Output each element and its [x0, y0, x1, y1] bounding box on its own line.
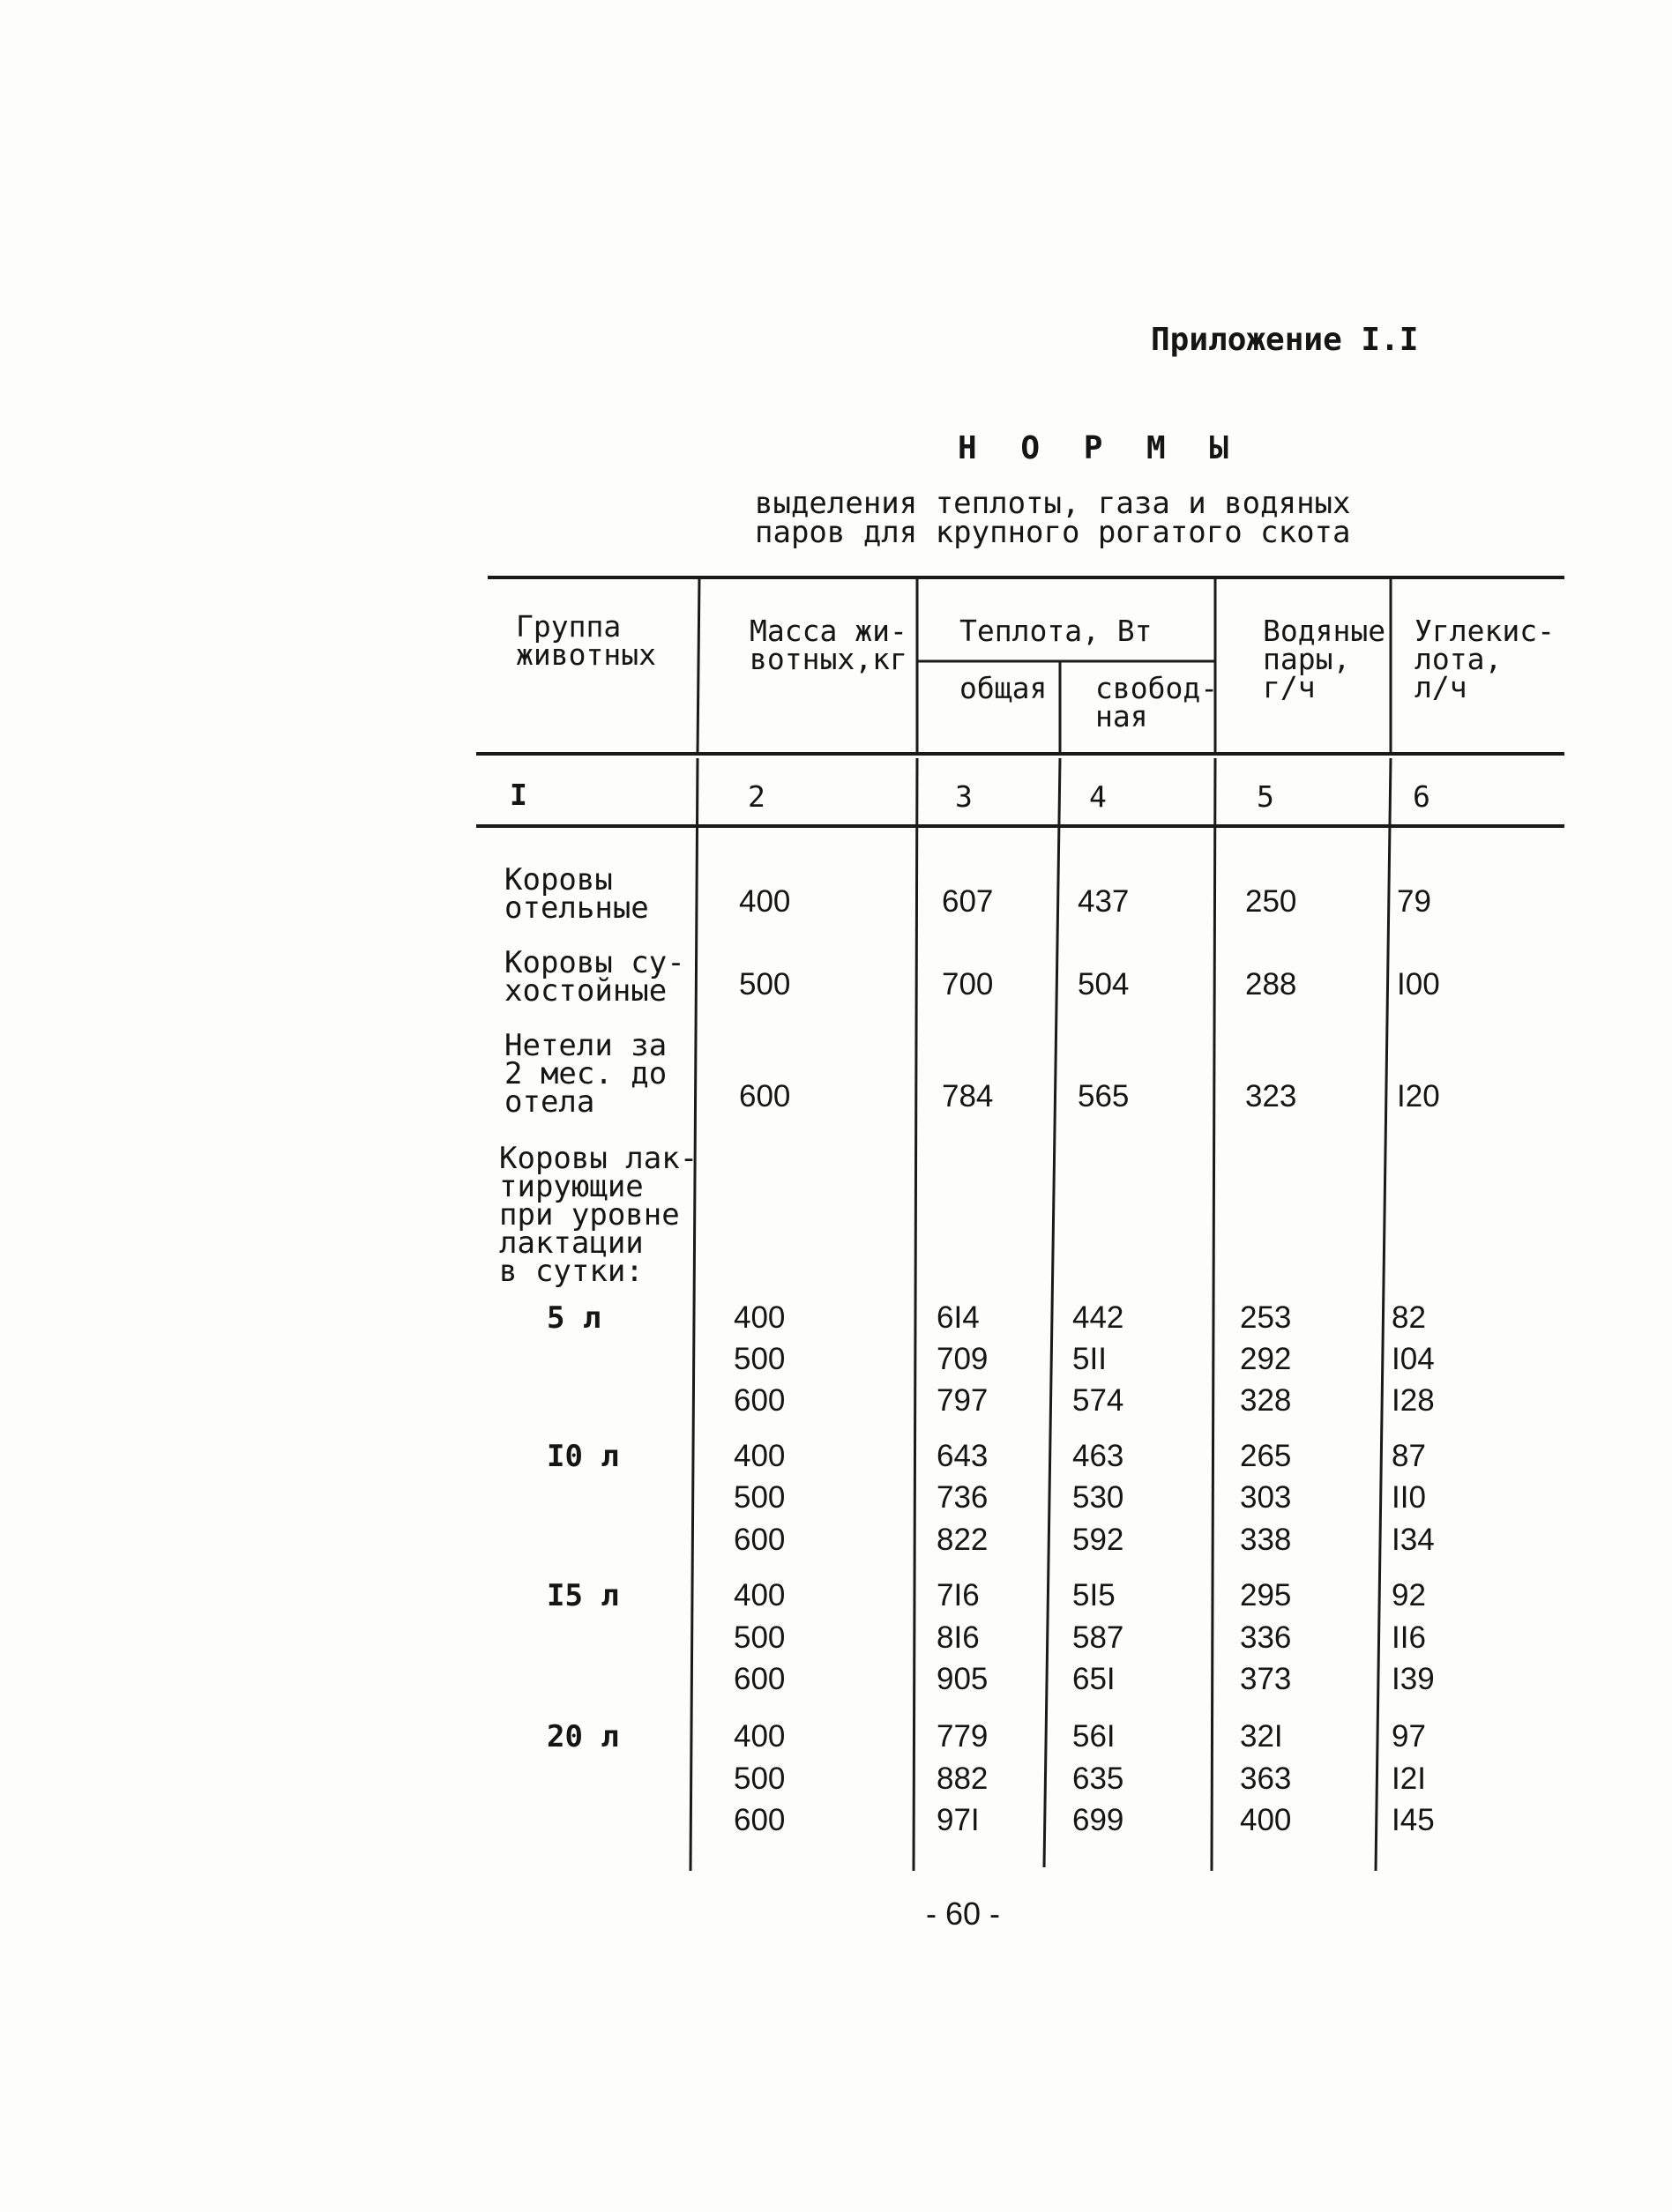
table-cell: 905 — [937, 1662, 989, 1696]
table-cell: 97I — [937, 1803, 980, 1837]
table-cell: 437 — [1078, 884, 1130, 919]
lactation-level-label: I5 л — [547, 1578, 619, 1613]
table-cell: 463 — [1072, 1439, 1124, 1473]
header-heat-total: общая — [959, 671, 1048, 705]
table-cell: 250 — [1245, 884, 1297, 919]
table-cell: 82 — [1392, 1300, 1426, 1335]
header-mass: Масса жи- вотных,кг — [750, 614, 907, 676]
table-cell: 500 — [739, 967, 791, 1002]
table-cell: 600 — [739, 1079, 791, 1113]
table-cell: 600 — [734, 1803, 786, 1837]
table-cell: 592 — [1072, 1523, 1124, 1557]
table-cell: 295 — [1240, 1578, 1292, 1612]
table-cell: 92 — [1392, 1578, 1426, 1612]
table-cell: 8I6 — [937, 1620, 980, 1655]
header-water-vapor: Водяные пары, г/ч — [1263, 614, 1386, 704]
table-cell: 328 — [1240, 1383, 1292, 1418]
table-cell: 882 — [937, 1761, 989, 1796]
header-heat: Теплота, Вт — [959, 614, 1153, 648]
table-cell: 400 — [734, 1578, 786, 1612]
table-cell: 253 — [1240, 1300, 1292, 1335]
table-cell: 265 — [1240, 1439, 1292, 1473]
header-heat-free: свобод- ная — [1095, 671, 1219, 734]
vline-1-head — [698, 577, 699, 754]
column-number: I — [510, 778, 527, 812]
table-cell: 338 — [1240, 1523, 1292, 1557]
table-cell: 600 — [734, 1523, 786, 1557]
table-cell: 709 — [937, 1342, 989, 1376]
table-cell: I20 — [1397, 1079, 1440, 1113]
table-cell: 303 — [1240, 1480, 1292, 1515]
vline-1 — [690, 758, 698, 1871]
vline-5 — [1376, 758, 1391, 1871]
table-cell: 500 — [734, 1342, 786, 1376]
table-cell: 500 — [734, 1761, 786, 1796]
table-cell: 336 — [1240, 1620, 1292, 1655]
table-cell: 500 — [734, 1480, 786, 1515]
header-group: Группа животных — [516, 609, 656, 672]
subtitle-line-1: выделения теплоты, газа и водяных — [755, 486, 1351, 521]
lactation-level-label: 5 л — [547, 1300, 601, 1336]
table-cell: 288 — [1245, 967, 1297, 1002]
table-cell: 79 — [1397, 884, 1431, 919]
table-cell: 400 — [1240, 1803, 1292, 1837]
table-cell: I34 — [1392, 1523, 1435, 1557]
table-cell: 607 — [942, 884, 994, 919]
table-cell: 5I5 — [1072, 1578, 1116, 1612]
group-label-cows-lactating: Коровы лак- тирующие при уровне лактации в сутки: — [499, 1141, 698, 1289]
table-cell: 530 — [1072, 1480, 1124, 1515]
table-cell: 6I4 — [937, 1300, 980, 1335]
table-cell: 500 — [734, 1620, 786, 1655]
table-cell: 323 — [1245, 1079, 1297, 1113]
subtitle-line-2: паров для крупного рогатого скота — [755, 515, 1351, 550]
column-number: 4 — [1089, 779, 1107, 814]
table-cell: 600 — [734, 1662, 786, 1696]
table-cell: 400 — [739, 884, 791, 919]
table-cell: 400 — [734, 1719, 786, 1754]
table-cell: 363 — [1240, 1761, 1292, 1796]
table-cell: I2I — [1392, 1761, 1426, 1796]
table-cell: 797 — [937, 1383, 989, 1418]
group-label-heifers: Нетели за 2 мес. до отела — [504, 1028, 668, 1120]
table-cell: I00 — [1397, 967, 1440, 1002]
table-cell: 5II — [1072, 1342, 1107, 1376]
table-cell: 56I — [1072, 1719, 1116, 1754]
table-cell: 635 — [1072, 1761, 1124, 1796]
table-cell: 87 — [1392, 1439, 1426, 1473]
table-cell: II0 — [1392, 1480, 1426, 1515]
vline-2 — [914, 758, 917, 1871]
column-number: 5 — [1257, 779, 1274, 814]
table-cell: I45 — [1392, 1803, 1435, 1837]
table-cell: 32I — [1240, 1719, 1283, 1754]
table-cell: 600 — [734, 1383, 786, 1418]
group-label-cows-calving: Коровы отельные — [504, 862, 649, 926]
column-number: 6 — [1413, 779, 1430, 814]
lactation-level-label: 20 л — [547, 1719, 619, 1754]
table-cell: 565 — [1078, 1079, 1130, 1113]
table-cell: 373 — [1240, 1662, 1292, 1696]
vline-3 — [1044, 758, 1060, 1867]
header-co2: Углекис- лота, л/ч — [1414, 614, 1555, 704]
table-cell: II6 — [1392, 1620, 1426, 1655]
table-cell: I04 — [1392, 1342, 1435, 1376]
table-cell: 400 — [734, 1439, 786, 1473]
table-cell: 97 — [1392, 1719, 1426, 1754]
lactation-level-label: I0 л — [547, 1439, 619, 1474]
table-cell: 442 — [1072, 1300, 1124, 1335]
table-cell: 7I6 — [937, 1578, 980, 1612]
table-cell: 779 — [937, 1719, 989, 1754]
column-number: 2 — [748, 779, 765, 814]
table-cell: 736 — [937, 1480, 989, 1515]
table-cell: 643 — [937, 1439, 989, 1473]
table-cell: 699 — [1072, 1803, 1124, 1837]
table-cell: 292 — [1240, 1342, 1292, 1376]
table-cell: I39 — [1392, 1662, 1435, 1696]
vline-4 — [1212, 758, 1215, 1871]
appendix-label: Приложение I.I — [1151, 322, 1419, 358]
table-cell: 784 — [942, 1079, 994, 1113]
table-cell: I28 — [1392, 1383, 1435, 1418]
table-cell: 504 — [1078, 967, 1130, 1002]
table-cell: 400 — [734, 1300, 786, 1335]
document-title: Н О Р М Ы — [958, 430, 1242, 466]
group-label-cows-dry: Коровы су- хостойные — [504, 945, 685, 1009]
page-number: - 60 - — [926, 1895, 1001, 1932]
table-cell: 700 — [942, 967, 994, 1002]
column-number: 3 — [955, 779, 973, 814]
table-cell: 574 — [1072, 1383, 1124, 1418]
table-cell: 65I — [1072, 1662, 1116, 1696]
table-cell: 587 — [1072, 1620, 1124, 1655]
table-cell: 822 — [937, 1523, 989, 1557]
